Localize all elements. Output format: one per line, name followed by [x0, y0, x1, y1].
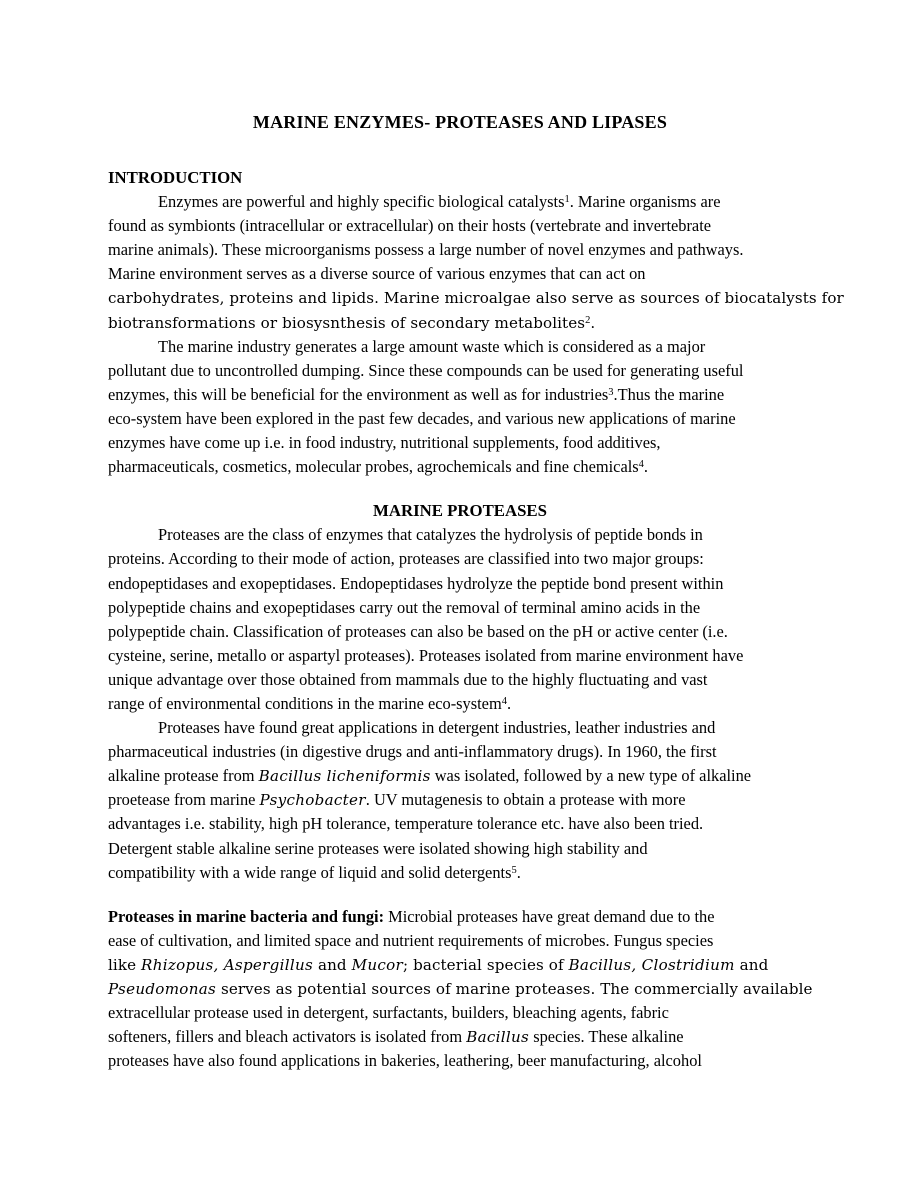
text-line [108, 692, 812, 716]
text-line [108, 716, 812, 740]
species-name-italic: Pseudomonas [108, 980, 217, 998]
text-line [108, 953, 812, 977]
text-run: pharmaceuticals, cosmetics, molecular probes, agrochemicals and fine chemicals [108, 457, 639, 477]
text-run: Proteases are the class of enzymes that catalyzes the hydrolysis of peptide bonds in [158, 525, 703, 545]
text-run: serves as potential sources of marine proteases. The commercially available [216, 980, 813, 998]
text-line [108, 359, 812, 383]
text-run: proteases have also found applications in bakeries, leathering, beer manufacturing, alcohol [108, 1051, 702, 1071]
footnote-reference: 2 [585, 314, 591, 326]
text-line [108, 1001, 812, 1025]
species-name-italic: Rhizopus, Aspergillus [141, 955, 314, 974]
text-run: softeners, fillers and bleach activators is isolated from [108, 1027, 467, 1047]
text-run: endopeptidases and exopeptidases. Endopeptidases hydrolyze the peptide bond present within [108, 573, 724, 593]
text-run: and [734, 955, 769, 974]
text-run: proteins. According to their mode of action, proteases are classified into two major groups: [108, 549, 704, 569]
text-run: was isolated, followed by a new type of alkaline [430, 766, 752, 786]
text-run: ; bacterial species of [403, 955, 569, 974]
text-line [108, 929, 812, 953]
text-line [108, 740, 812, 764]
species-name-italic: Psychobacter [259, 791, 366, 810]
footnote-reference: 3 [608, 387, 614, 399]
text-run: polypeptide chains and exopeptidases carry out the removal of terminal amino acids in the [108, 597, 701, 617]
text-line [108, 572, 812, 596]
text-line [108, 861, 812, 885]
text-line [108, 905, 812, 929]
text-line [108, 214, 812, 238]
text-line [108, 455, 812, 479]
text-run: The marine industry generates a large amount waste which is considered as a major [158, 336, 706, 356]
paragraph [108, 335, 812, 480]
text-run: Enzymes are powerful and highly specific biological catalysts [158, 192, 565, 212]
paragraph [108, 905, 812, 1074]
text-run: unique advantage over those obtained from mammals due to the highly fluctuating and vast [108, 669, 708, 689]
footnote-reference: 1 [564, 194, 570, 206]
text-line [108, 644, 812, 668]
text-run: range of environmental conditions in the marine eco-system [108, 693, 502, 713]
text-line [108, 190, 812, 214]
text-run: . [516, 862, 521, 882]
text-line [108, 668, 812, 692]
species-name-italic: Bacillus licheniformis [258, 767, 431, 786]
text-run: marine animals). These microorganisms possess a large number of novel enzymes and pathways. [108, 240, 744, 260]
footnote-reference: 5 [511, 864, 517, 876]
text-run: proetease from marine [108, 790, 260, 810]
species-name-italic: Bacillus, Clostridium [568, 955, 735, 974]
text-run: extracellular protease used in detergent, surfactants, builders, bleaching agents, fabric [108, 1003, 669, 1023]
text-line [108, 1049, 812, 1073]
text-line [108, 431, 812, 455]
text-line [108, 407, 812, 431]
text-line [108, 837, 812, 861]
text-run: . [590, 313, 596, 332]
text-line [108, 596, 812, 620]
text-run: Marine environment serves as a diverse source of various enzymes that can act on [108, 264, 646, 284]
paragraph [108, 190, 844, 335]
text-run: cysteine, serine, metallo or aspartyl proteases). Proteases isolated from marine environment have [108, 645, 744, 665]
text-run: biotransformations or biosysnthesis of secondary metabolites [108, 313, 586, 332]
text-line [108, 286, 844, 310]
text-run: Proteases have found great applications in detergent industries, leather industries and [158, 718, 716, 738]
text-run: Microbial proteases have great demand due to the [384, 906, 715, 926]
footnote-reference: 4 [638, 459, 644, 471]
text-run: pharmaceutical industries (in digestive drugs and anti-inflammatory drugs). In 1960, the first [108, 742, 717, 762]
text-run: compatibility with a wide range of liquid and solid detergents [108, 862, 512, 882]
text-run: advantages i.e. stability, high pH tolerance, temperature tolerance etc. have also been tried. [108, 814, 704, 834]
run-in-heading: Proteases in marine bacteria and fungi: [108, 906, 385, 926]
text-run: polypeptide chain. Classification of proteases can also be based on the pH or active center (i.e. [108, 621, 728, 641]
text-line [108, 238, 812, 262]
text-run: pollutant due to uncontrolled dumping. Since these compounds can be used for generating useful [108, 360, 744, 380]
section-heading: INTRODUCTION [108, 168, 243, 187]
text-run: Detergent stable alkaline serine proteases were isolated showing high stability and [108, 838, 648, 858]
text-run: .Thus the marine [613, 384, 725, 404]
text-line [108, 812, 812, 836]
text-line [108, 977, 812, 1001]
text-run: ease of cultivation, and limited space and nutrient requirements of microbes. Fungus species [108, 930, 714, 950]
text-run: . Marine organisms are [569, 192, 721, 212]
text-line [108, 547, 812, 571]
footnote-reference: 4 [501, 696, 507, 708]
document-content [108, 110, 844, 1073]
text-line [108, 620, 812, 644]
text-run: alkaline protease from [108, 766, 259, 786]
text-run: . [506, 693, 512, 713]
text-run: eco-system have been explored in the past few decades, and various new applications of marine [108, 408, 736, 428]
section-heading: MARINE PROTEASES [373, 501, 547, 521]
text-run: enzymes have come up i.e. in food industry, nutritional supplements, food additives, [108, 433, 661, 453]
text-line [108, 383, 812, 407]
text-line [108, 335, 812, 359]
document-title: MARINE ENZYMES- PROTEASES AND LIPASES [252, 112, 668, 132]
text-run: and [313, 955, 352, 974]
text-run: carbohydrates, proteins and lipids. Marine microalgae also serve as sources of biocatalysts for [108, 289, 844, 308]
paragraph [108, 716, 812, 885]
species-name-italic: Mucor [351, 955, 403, 974]
text-line [108, 311, 812, 335]
text-run: . UV mutagenesis to obtain a protease with more [365, 790, 686, 810]
paragraph [108, 523, 812, 716]
text-run: found as symbionts (intracellular or extracellular) on their hosts (vertebrate and invertebrate [108, 216, 712, 236]
text-line [108, 788, 812, 812]
text-line [108, 523, 812, 547]
text-run: like [108, 955, 142, 974]
text-line [108, 764, 812, 788]
text-run: . [643, 457, 649, 477]
species-name-italic: Bacillus [466, 1028, 530, 1047]
text-line [108, 1025, 812, 1049]
text-line [108, 262, 812, 286]
text-run: enzymes, this will be beneficial for the environment as well as for industries [108, 384, 609, 404]
text-run: species. These alkaline [529, 1027, 684, 1047]
